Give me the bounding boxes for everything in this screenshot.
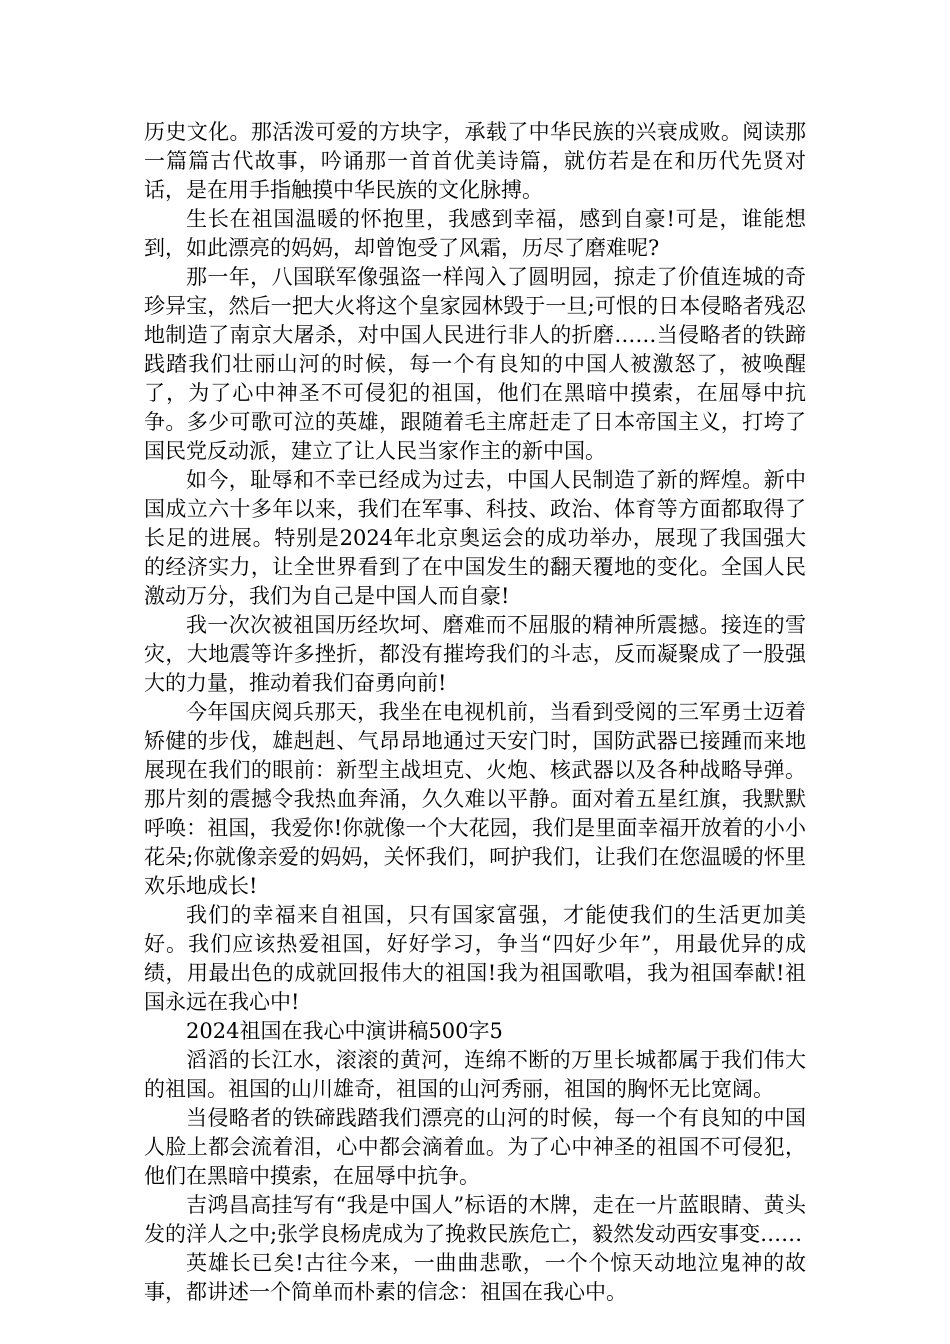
paragraph-national-day-parade: 今年国庆阅兵那天，我坐在电视机前，当看到受阅的三军勇士迈着矫健的步伐，雄赳赳、气昂昂地通过天安门时，国防武器已接踵而来地展现在我们的眼前：新型主战坦克、火炮、核武器以及各种战略导弹。那片刻的震撼令我热血奔涌，久久难以平静。面对着五星红旗，我默默呼唤：祖国，我爱你!你就像一个大花园，我们是里面幸福开放着的小小花朵;你就像亲爱的妈妈，关怀我们，呵护我们，让我们在您温暖的怀里欢乐地成长! [144,700,806,898]
paragraph-yangtze-river: 滔滔的长江水，滚滚的黄河，连绵不断的万里长城都属于我们伟大的祖国。祖国的山川雄奇，祖国的山河秀丽，祖国的胸怀无比宽阔。 [144,1048,806,1101]
paragraph-ji-hongchang: 吉鸿昌高挂写有“我是中国人”标语的木牌，走在一片蓝眼睛、黄头发的洋人之中;张学良杨虎成为了挽救民族危亡，毅然发动西安事变…… [144,1193,806,1246]
paragraph-invaders: 当侵略者的铁碲践踏我们漂亮的山河的时候，每一个有良知的中国人脸上都会流着泪，心中都会滴着血。为了心中神圣的祖国不可侵犯，他们在黑暗中摸索，在屈辱中抗争。 [144,1106,806,1188]
paragraph-shocked-spirit: 我一次次被祖国历经坎坷、磨难而不屈服的精神所震撼。接连的雪灾，大地震等许多挫折，都没有摧垮我们的斗志，反而凝聚成了一股强大的力量，推动着我们奋勇向前! [144,613,806,695]
paragraph-that-year: 那一年，八国联军像强盗一样闯入了圆明园，掠走了价值连城的奇珍异宝，然后一把大火将这个皇家园林毁于一旦;可恨的日本侵略者残忍地制造了南京大屠杀，对中国人民进行非人的折磨……当侵略者的铁蹄践踏我们壮丽山河的时候，每一个有良知的中国人被激怒了，被唤醒了，为了心中神圣不可侵犯的祖国，他们在黑暗中摸索，在屈辱中抗争。多少可歌可泣的英雄，跟随着毛主席赶走了日本帝国主义，打垮了国民党反动派，建立了让人民当家作主的新中国。 [144,265,806,463]
section-heading: 2024祖国在我心中演讲稿500字5 [186,1019,503,1043]
paragraph-heroes: 英雄长已矣!古往今来，一曲曲悲歌，一个个惊天动地泣鬼神的故事，都讲述一个简单而朴素的信念：祖国在我心中。 [144,1251,806,1304]
paragraph-growing-up: 生长在祖国温暖的怀抱里，我感到幸福，感到自豪!可是，谁能想到，如此漂亮的妈妈，却曾饱受了风霜，历尽了磨难呢? [144,207,806,260]
paragraph-history-culture: 历史文化。那活泼可爱的方块字，承载了中华民族的兴衰成败。阅读那一篇篇古代故事，吟诵那一首首优美诗篇，就仿若是在和历代先贤对话，是在用手指触摸中华民族的文化脉搏。 [144,120,806,202]
paragraph-nowadays: 如今，耻辱和不幸已经成为过去，中国人民制造了新的辉煌。新中国成立六十多年以来，我们在军事、科技、政治、体育等方面都取得了长足的进展。特别是2024年北京奥运会的成功举办，展现了我国强大的经济实力，让全世界看到了在中国发生的翻天覆地的变化。全国人民激动万分，我们为自己是中国人而自豪! [144,468,806,608]
paragraph-our-happiness: 我们的幸福来自祖国，只有国家富强，才能使我们的生活更加美好。我们应该热爱祖国，好好学习，争当“四好少年”，用最优异的成绩，用最出色的成就回报伟大的祖国!我为祖国歌唱，我为祖国奉献!祖国永远在我心中! [144,903,806,1014]
document-body [144,118,806,1307]
